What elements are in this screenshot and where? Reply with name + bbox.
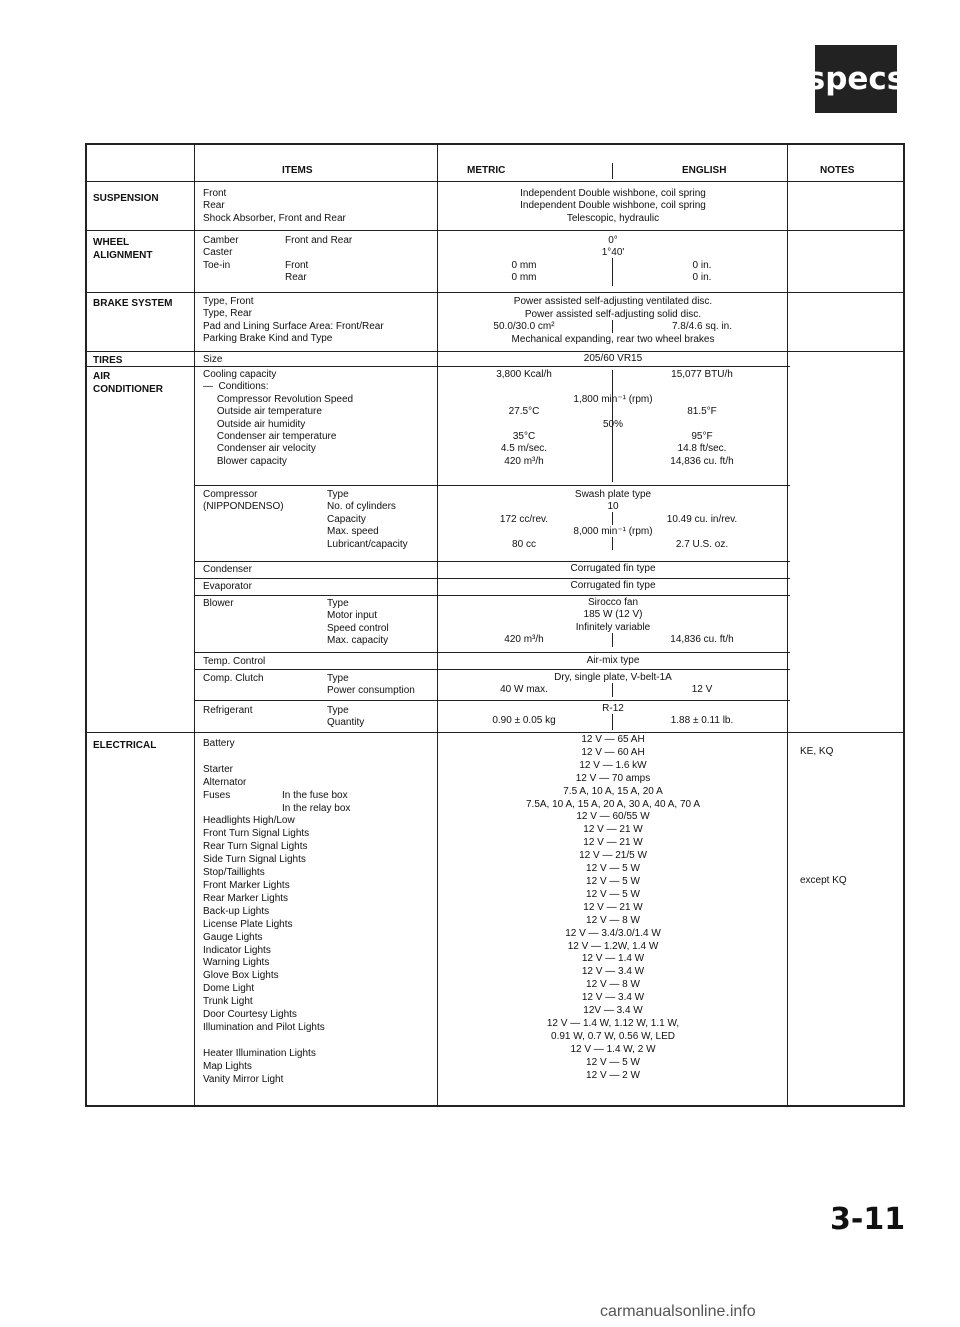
compressor-max-speed: 8,000 min⁻¹ (rpm)	[573, 526, 653, 538]
metric-english-divider	[612, 537, 613, 550]
refrigerant-quantity-metric: 0.90 ± 0.05 kg	[492, 715, 556, 727]
section-suspension: SUSPENSION	[93, 193, 159, 204]
metric-english-divider	[612, 370, 613, 482]
metric-english-divider	[612, 163, 613, 179]
brake-items: Type, Front Type, Rear Pad and Lining Surface Area: Front/Rear Parking Brake Kind and Type	[203, 296, 384, 345]
row-divider	[194, 652, 790, 653]
section-brake-system: BRAKE SYSTEM	[93, 298, 173, 309]
electrical-note-except-kq: except KQ	[800, 875, 847, 886]
ac-compressor-speed	[439, 394, 787, 406]
page-number: 3-11	[830, 1202, 906, 1237]
electrical-note-ke-kq: KE, KQ	[800, 746, 834, 757]
brake-rear-type: Power assisted self-adjusting solid disc.	[524, 308, 702, 320]
section-air-conditioner: AIR CONDITIONER	[93, 371, 163, 395]
row-divider	[87, 292, 903, 293]
ac-humidity	[439, 419, 787, 431]
row-divider	[194, 669, 790, 670]
wheel-metric: 0 mm 0 mm	[511, 260, 537, 284]
refrigerant-item: Refrigerant	[203, 705, 253, 716]
blower-values: Sirocco fan 185 W (12 V) Infinitely variable	[575, 597, 651, 633]
ac-speed-text: 1,800 min⁻¹ (rpm)	[573, 393, 653, 405]
refrigerant-subitems: Type Quantity	[327, 705, 365, 729]
row-divider	[87, 230, 903, 231]
row-divider	[194, 485, 790, 486]
brake-front-type: Power assisted self-adjusting ventilated disc.	[513, 296, 713, 307]
fuses-subitems: In the fuse box In the relay box	[282, 789, 351, 814]
clutch-subitems: Type Power consumption	[327, 673, 415, 697]
blower-item: Blower	[203, 598, 234, 609]
brake-parking: Mechanical expanding, rear two wheel brakes	[511, 333, 715, 345]
clutch-power-metric: 40 W max.	[500, 684, 548, 696]
condenser-value: Corrugated fin type	[570, 563, 656, 574]
header-notes: NOTES	[820, 165, 855, 176]
row-divider	[87, 181, 903, 182]
wheel-english: 0 in. 0 in.	[692, 260, 712, 284]
row-divider	[194, 700, 790, 701]
specs-badge: specs	[815, 45, 897, 113]
refrigerant-quantity-english: 1.88 ± 0.11 lb.	[670, 715, 734, 727]
evaporator-value: Corrugated fin type	[570, 580, 656, 591]
suspension-values: Independent Double wishbone, coil spring Independent Double wishbone, coil spring Telescopic, hydraulic	[520, 188, 706, 224]
compressor-capacity-metric: 172 cc/rev.	[499, 513, 549, 525]
tires-item: Size	[203, 354, 223, 365]
watermark: carmanualsonline.info	[600, 1303, 756, 1320]
wheel-items: Camber Caster Toe-in	[203, 235, 239, 271]
header-english: ENGLISH	[682, 165, 727, 176]
suspension-items: Front Rear Shock Absorber, Front and Rear	[203, 188, 346, 224]
compressor-items: Compressor (NIPPONDENSO)	[203, 489, 284, 513]
wheel-values: 0° 1°40'	[601, 235, 625, 259]
metric-english-divider	[612, 320, 613, 333]
ac-metric: 3,800 Kcal/h 27.5°C 35°C 4.5 m/sec. 420 m³/h	[496, 369, 552, 467]
header-items: ITEMS	[282, 165, 313, 176]
temp-control-value: Air-mix type	[586, 655, 640, 666]
ac-items: Cooling capacity — Conditions: Compressor Revolution Speed Outside air temperature Outside air humidity Condenser air temperature Condenser air velocity Blower capacity	[203, 369, 354, 467]
tires-value: 205/60 VR15	[583, 353, 643, 364]
col-divider	[194, 145, 195, 1105]
row-divider	[194, 595, 790, 596]
compressor-lubricant-english: 2.7 U.S. oz.	[675, 538, 729, 550]
blower-capacity-english: 14,836 cu. ft/h	[670, 634, 734, 646]
header-metric: METRIC	[467, 165, 506, 176]
metric-english-divider	[612, 512, 613, 525]
col-divider	[437, 145, 438, 1105]
clutch-power-english: 12 V	[691, 684, 713, 696]
ac-english: 15,077 BTU/h 81.5°F 95°F 14.8 ft/sec. 14,836 cu. ft/h	[670, 369, 734, 467]
row-divider	[87, 366, 790, 367]
ac-humidity-text: 50%	[602, 418, 623, 430]
row-divider	[87, 732, 903, 733]
brake-area-metric: 50.0/30.0 cm²	[493, 321, 555, 332]
metric-english-divider	[612, 633, 613, 647]
compressor-lubricant-metric: 80 cc	[512, 538, 536, 550]
section-wheel-alignment: WHEEL ALIGNMENT	[93, 237, 153, 261]
metric-english-divider	[612, 714, 613, 730]
metric-english-divider	[612, 258, 613, 286]
clutch-type: Dry, single plate, V-belt-1A	[554, 672, 672, 683]
evaporator-item: Evaporator	[203, 581, 252, 592]
metric-english-divider	[612, 683, 613, 697]
blower-capacity-metric: 420 m³/h	[504, 634, 544, 646]
compressor-capacity-english: 10.49 cu. in/rev.	[666, 513, 738, 525]
compressor-cylinders: 10	[607, 501, 619, 513]
section-electrical: ELECTRICAL	[93, 740, 157, 751]
electrical-items: Battery Starter Alternator Fuses Headlights High/Low Front Turn Signal Lights Rear Turn Signal Lights Side Turn Signal Lights Stop/Taillights Front Marker Lights Rear Marker Lights Back-up Lights License Plate Lights Gauge Lights Indicator Lights Warning Lights Glove Box Lights Dome Light Trunk Light Door Courtesy Lights Illumination and Pilot Lights Heater Illumination Lights Map Lights Vanity Mirror Light	[203, 738, 325, 1085]
compressor-type: Swash plate type	[574, 489, 652, 500]
blower-subitems: Type Motor input Speed control Max. capacity	[327, 598, 389, 647]
row-divider	[87, 351, 903, 352]
refrigerant-type: R-12	[602, 703, 624, 714]
condenser-item: Condenser	[203, 564, 252, 575]
specs-table	[85, 143, 905, 1107]
row-divider	[194, 578, 790, 579]
electrical-values: 12 V — 65 AH 12 V — 60 AH 12 V — 1.6 kW 12 V — 70 amps 7.5 A, 10 A, 15 A, 20 A 7.5A, 10 A, 15 A, 20 A, 30 A, 40 A, 70 A 12 V — 60/55 W 12 V — 21 W 12 V — 21 W 12 V — 21/5 W 12 V — 5 W 12 V — 5 W 12 V — 5 W 12 V — 21 W 12 V — 8 W 12 V — 3.4/3.0/1.4 W 12 V — 1.2W, 1.4 W 12 V — 1.4 W 12 V — 3.4 W 12 V — 8 W 12 V — 3.4 W 12V — 3.4 W 12 V — 1.4 W, 1.12 W, 1.1 W, 0.91 W, 0.7 W, 0.56 W, LED 12 V — 1.4 W, 2 W 12 V — 5 W 12 V — 2 W	[525, 734, 701, 1081]
section-tires: TIRES	[93, 355, 123, 366]
wheel-subitems: Front and Rear Front Rear	[285, 235, 353, 284]
brake-area-english: 7.8/4.6 sq. in.	[671, 321, 733, 332]
col-divider	[787, 145, 788, 1105]
clutch-item: Comp. Clutch	[203, 673, 264, 684]
temp-control-item: Temp. Control	[203, 656, 266, 667]
row-divider	[194, 561, 790, 562]
compressor-subitems: Type No. of cylinders Capacity Max. speed Lubricant/capacity	[327, 489, 408, 550]
